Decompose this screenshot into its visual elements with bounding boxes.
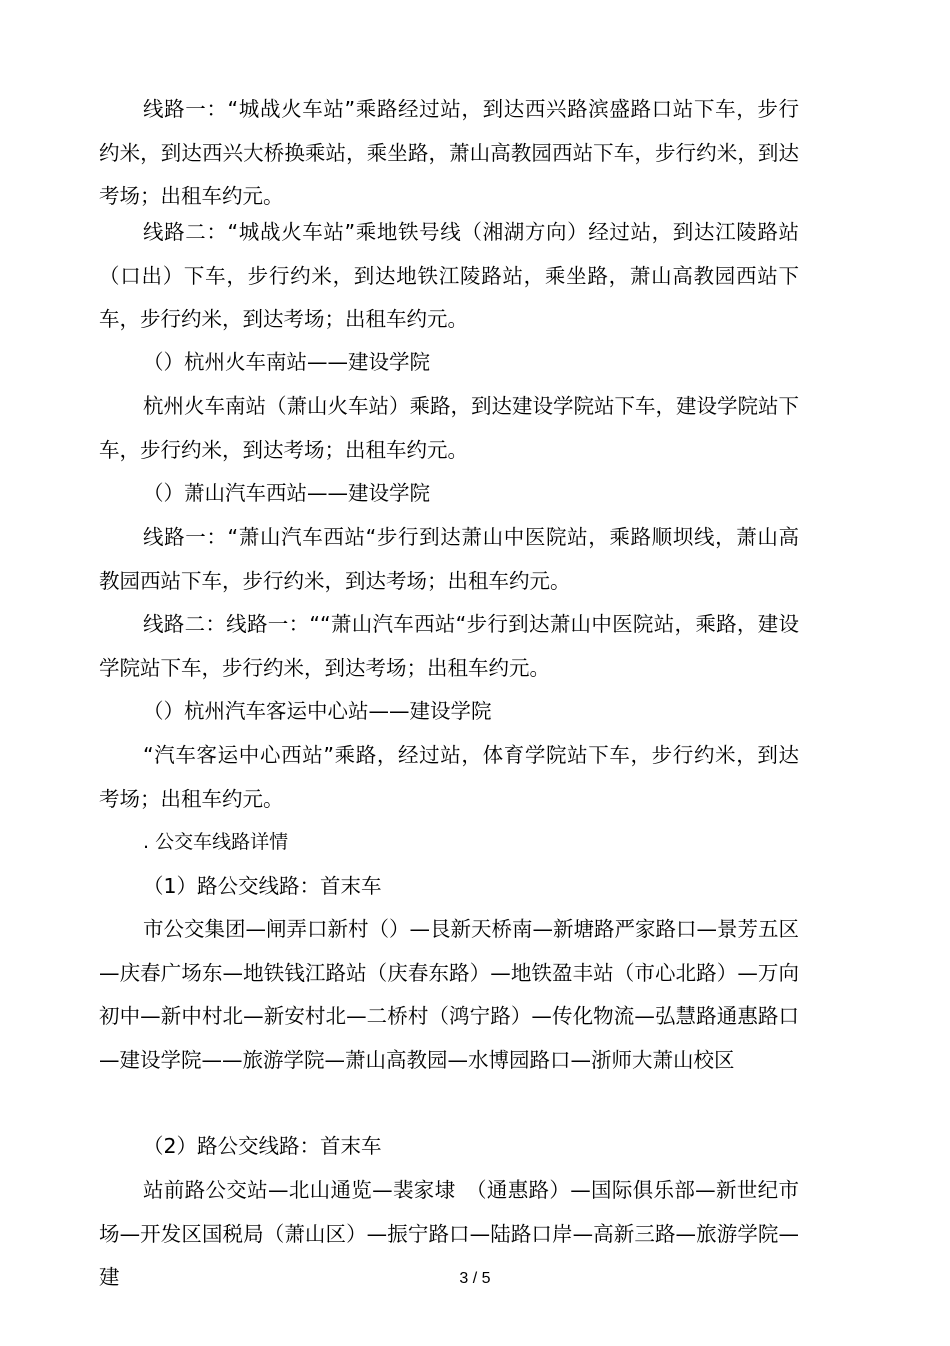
bus-line-1-stops: 市公交集团—闸弄口新村（）—艮新天桥南—新塘路严家路口—景芳五区—庆春广场东—地铁钱江路站（庆春东路）—地铁盈丰站（市心北路）—万向初中—新中村北—新安村北—二桥村（鸿宁路）—传化物流—弘慧路通惠路口—建设学院——旅游学院—萧山高教园—水博园路口—浙师大萧山校区 [99,917,799,1072]
bus-center-paragraph: “汽车客运中心西站”乘路，经过站，体育学院站下车，步行约米，到达考场；出租车约元。 [99,743,799,811]
route-2-paragraph: 线路二：“城战火车站”乘地铁号线（湘湖方向）经过站，到达江陵路站（口出）下车，步行约米，到达地铁江陵路站，乘坐路，萧山高教园西站下车，步行约米，到达考场；出租车约元。 [99,220,799,331]
south-station-paragraph: 杭州火车南站（萧山火车站）乘路，到达建设学院站下车，建设学院站下车，步行约米，到达考场；出租车约元。 [99,394,799,462]
route-1-paragraph: 线路一：“城战火车站”乘路经过站，到达西兴路滨盛路口站下车，步行约米，到达西兴大桥换乘站，乘坐路，萧山高教园西站下车，步行约米，到达考场；出租车约元。 [99,97,799,208]
bus-details-heading: . 公交车线路详情 [143,831,289,853]
xiaoshan-west-route-1: 线路一：“萧山汽车西站“步行到达萧山中医院站，乘路顺坝线，萧山高教园西站下车，步行约米，到达考场；出租车约元。 [99,525,799,593]
section-heading-xiaoshan-west: （）萧山汽车西站——建设学院 [143,481,430,505]
bus-line-1-heading: （1）路公交线路：首末车 [143,874,382,898]
xiaoshan-west-route-2: 线路二：线路一：““萧山汽车西站“步行到达萧山中医院站，乘路，建设学院站下车，步行约米，到达考场；出租车约元。 [99,612,799,680]
page-number: 3 / 5 [459,1270,491,1287]
section-heading-bus-center: （）杭州汽车客运中心站——建设学院 [143,699,492,723]
section-heading-south-station: （）杭州火车南站——建设学院 [143,350,430,374]
bus-line-2-heading: （2）路公交线路：首末车 [143,1134,382,1158]
bus-line-2-stops: 站前路公交站—北山通览—裴家埭 （通惠路）—国际俱乐部—新世纪市场—开发区国税局（萧山区）—振宁路口—陆路口岸—高新三路—旅游学院—建 [99,1178,799,1289]
